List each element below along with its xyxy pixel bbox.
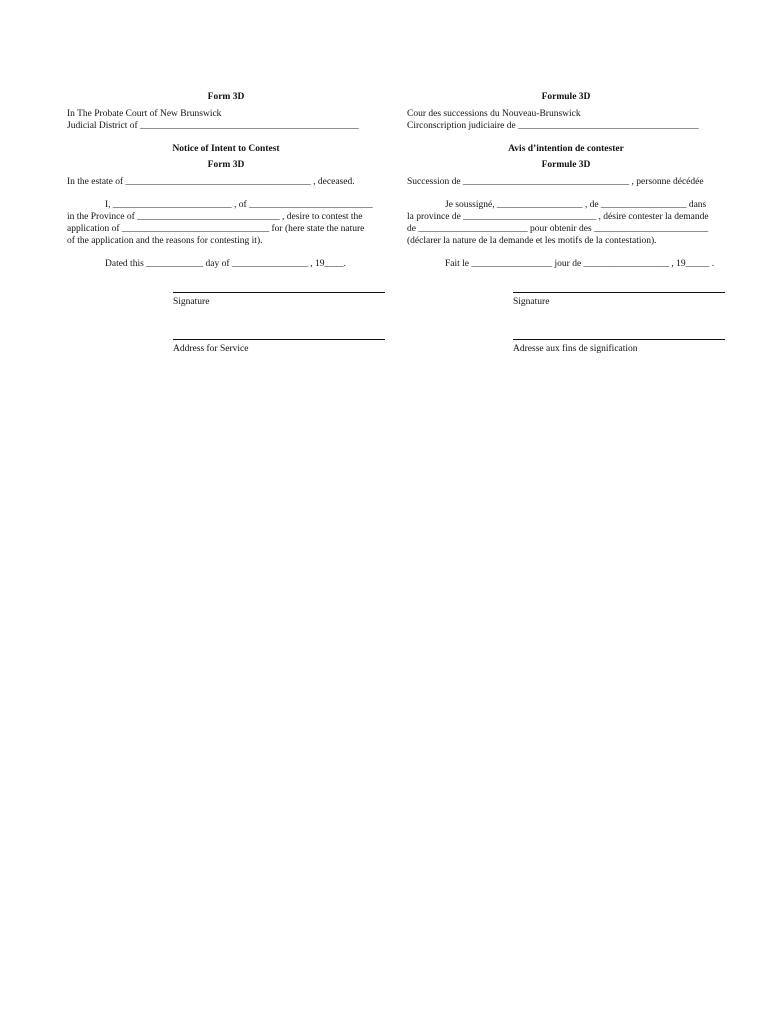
paragraph-line[interactable]: de _______________________ pour obtenir des ________________________: [407, 224, 709, 234]
address-line[interactable]: [513, 339, 725, 340]
dated-field[interactable]: Dated this ____________ day of ________________ , 19____.: [105, 259, 346, 269]
notice-title: Avis d’intention de contester: [508, 144, 624, 154]
paragraph-line[interactable]: la province de ____________________________ , désire contester la demande: [407, 212, 709, 222]
paragraph-line[interactable]: Je soussigné, __________________ , de __________________ dans: [445, 200, 707, 210]
notice-title: Notice of Intent to Contest: [172, 144, 280, 154]
form-title: Formule 3D: [541, 92, 591, 102]
judicial-district-field[interactable]: Circonscription judiciaire de ______________________________________: [407, 121, 699, 131]
form-title: Form 3D: [207, 92, 245, 102]
paragraph-line[interactable]: application of _______________________________ for (here state the nature: [67, 224, 365, 234]
address-label: Adresse aux fins de signification: [513, 344, 638, 354]
estate-field[interactable]: In the estate of _______________________________________ , deceased.: [67, 177, 355, 187]
signature-label: Signature: [173, 297, 210, 307]
contest-paragraph: [67, 199, 385, 247]
signature-line[interactable]: [173, 292, 385, 293]
form-subtitle: Formule 3D: [541, 160, 591, 170]
contest-paragraph: [407, 199, 725, 247]
signature-label: Signature: [513, 297, 550, 307]
court-name: Cour des successions du Nouveau-Brunswick: [407, 109, 581, 119]
paragraph-line[interactable]: in the Province of ______________________________ , desire to contest the: [67, 212, 363, 222]
signature-line[interactable]: [513, 292, 725, 293]
address-label: Address for Service: [173, 344, 249, 354]
dated-field[interactable]: Fait le _________________ jour de __________________ , 19_____ .: [445, 259, 715, 269]
address-line[interactable]: [173, 339, 385, 340]
paragraph-line: of the application and the reasons for contesting it).: [67, 236, 263, 246]
form-subtitle: Form 3D: [207, 160, 245, 170]
estate-field[interactable]: Succession de ___________________________________ , personne décédée: [407, 177, 704, 187]
judicial-district-field[interactable]: Judicial District of ______________________________________________: [67, 121, 359, 131]
court-name: In The Probate Court of New Brunswick: [67, 109, 222, 119]
paragraph-line[interactable]: I, _________________________ , of __________________________: [105, 200, 373, 210]
paragraph-line: (déclarer la nature de la demande et les motifs de la contestation).: [407, 236, 657, 246]
